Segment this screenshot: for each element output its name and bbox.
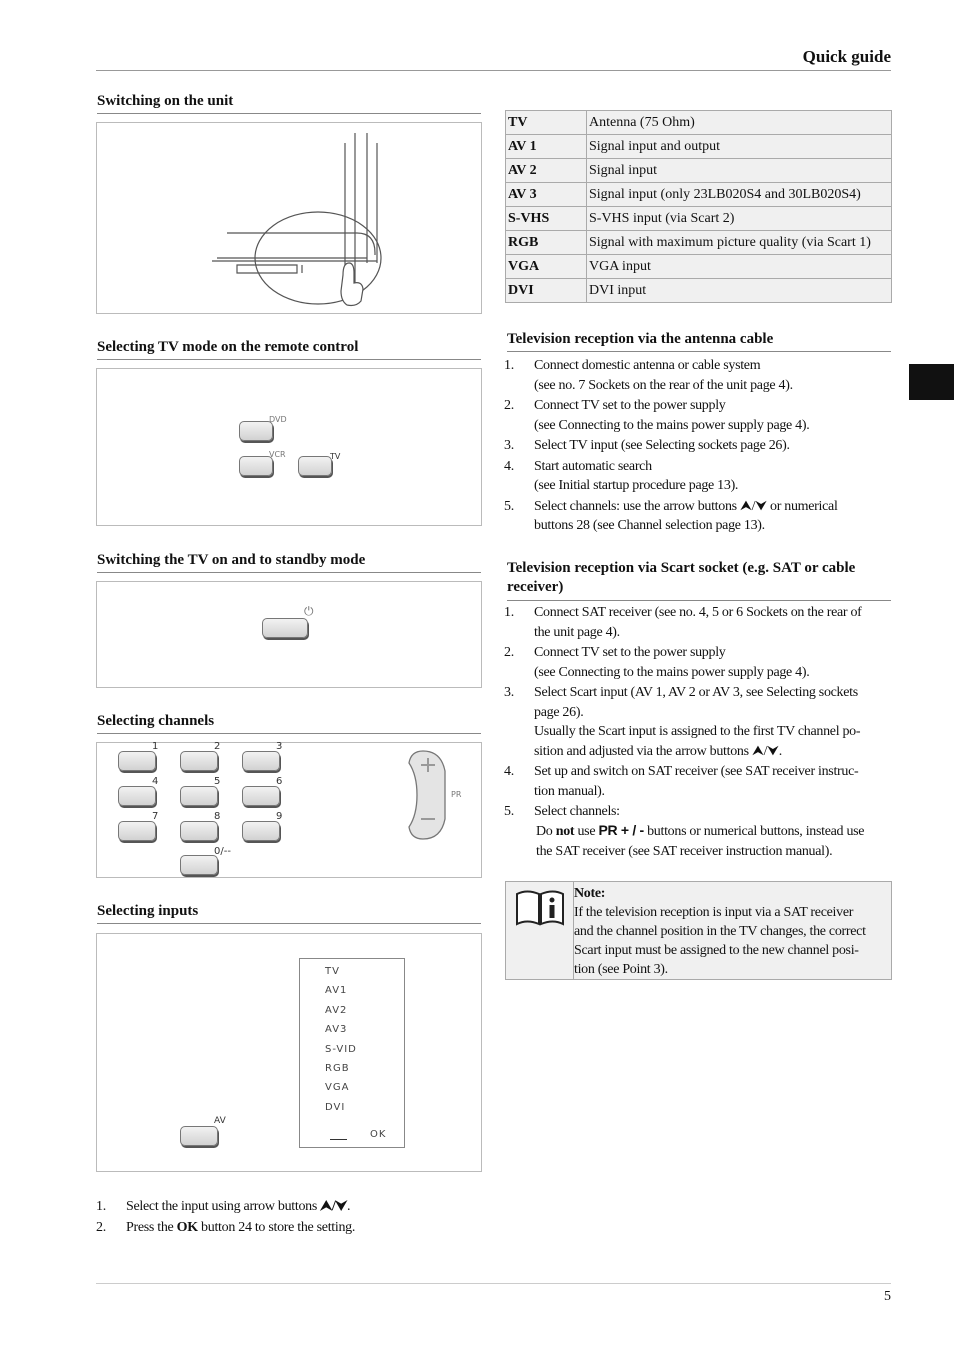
input-menu-item-av2[interactable]: AV2 bbox=[325, 1004, 348, 1016]
table-cell-value: Signal with maximum picture quality (via Scart 1) bbox=[587, 231, 892, 255]
scart-steps-list bbox=[504, 603, 894, 823]
section-heading-switching-on: Switching on the unit bbox=[97, 93, 481, 114]
tv-label: TV bbox=[330, 452, 341, 461]
number-label-4: 4 bbox=[152, 776, 159, 787]
inputs-steps-list bbox=[96, 1197, 482, 1238]
number-button-4[interactable] bbox=[118, 786, 156, 806]
number-button-5[interactable] bbox=[180, 786, 218, 806]
list-item: 2. Press the OK button 24 to store the setting. bbox=[96, 1219, 356, 1235]
list-item: 3. Select Scart input (AV 1, AV 2 or AV 3, see Selecting sockets page 26). Usually the Scart input is assigned to the first TV channel po- sition and adjusted via the arrow buttons ⮝/⮟. bbox=[504, 685, 861, 759]
number-button-3[interactable] bbox=[242, 751, 280, 771]
page-number: 5 bbox=[884, 1289, 891, 1304]
number-button-7[interactable] bbox=[118, 821, 156, 841]
chapter-tab-marker bbox=[909, 364, 954, 400]
table-row bbox=[506, 183, 892, 207]
antenna-steps-list bbox=[504, 356, 894, 537]
input-menu-list bbox=[325, 962, 357, 1117]
menu-cursor-line bbox=[330, 1139, 347, 1140]
list-item: 5. Select channels: bbox=[504, 804, 620, 819]
note-box bbox=[505, 881, 892, 980]
tv-power-illustration bbox=[97, 123, 481, 313]
input-menu-item-vga[interactable]: VGA bbox=[325, 1082, 350, 1094]
input-menu-panel bbox=[299, 958, 405, 1148]
signal-table bbox=[505, 110, 892, 303]
power-button[interactable] bbox=[262, 618, 308, 638]
table-row bbox=[506, 159, 892, 183]
list-item: 2. Connect TV set to the power supply (see Connecting to the mains power supply page 4). bbox=[504, 645, 810, 680]
number-label-1: 1 bbox=[152, 741, 159, 752]
dvd-button[interactable] bbox=[239, 421, 273, 441]
section-heading-inputs: Selecting inputs bbox=[97, 903, 481, 924]
number-button-2[interactable] bbox=[180, 751, 218, 771]
table-cell-key: VGA bbox=[506, 255, 587, 279]
number-label-8: 8 bbox=[214, 811, 221, 822]
scart-step5-detail: Do not use PR + / - buttons or numerical buttons, instead use the SAT receiver (see SAT receiver instruction manual). bbox=[536, 822, 865, 859]
number-button-9[interactable] bbox=[242, 821, 280, 841]
vcr-label: VCR bbox=[269, 450, 286, 459]
number-label-3: 3 bbox=[276, 741, 283, 752]
table-row bbox=[506, 279, 892, 303]
input-menu-item-svid[interactable]: S-VID bbox=[325, 1043, 357, 1055]
table-cell-key: DVI bbox=[506, 279, 587, 303]
table-cell-value: S-VHS input (via Scart 2) bbox=[587, 207, 892, 231]
table-cell-value: Signal input and output bbox=[587, 135, 892, 159]
number-button-1[interactable] bbox=[118, 751, 156, 771]
section-heading-scart: Television reception via Scart socket (e.g. SAT or cable receiver) bbox=[507, 559, 891, 601]
list-item: 3. Select TV input (see Selecting sockets page 26). bbox=[504, 438, 790, 453]
input-menu-item-av1[interactable]: AV1 bbox=[325, 985, 348, 997]
av-button[interactable] bbox=[180, 1126, 218, 1146]
section-heading-channels: Selecting channels bbox=[97, 713, 481, 734]
page-header-title: Quick guide bbox=[802, 47, 891, 66]
input-menu-item-rgb[interactable]: RGB bbox=[325, 1063, 350, 1075]
number-button-6[interactable] bbox=[242, 786, 280, 806]
table-cell-value: VGA input bbox=[587, 255, 892, 279]
figure-channels bbox=[96, 742, 482, 878]
input-menu-item-dvi[interactable]: DVI bbox=[325, 1101, 346, 1113]
pr-label: PR bbox=[451, 790, 462, 799]
table-cell-key: RGB bbox=[506, 231, 587, 255]
table-row bbox=[506, 111, 892, 135]
list-item: 1. Select the input using arrow buttons ⮝/⮟. bbox=[96, 1199, 351, 1214]
table-row bbox=[506, 207, 892, 231]
table-cell-value: DVI input bbox=[587, 279, 892, 303]
list-item: 4. Start automatic search (see Initial startup procedure page 13). bbox=[504, 458, 739, 493]
section-heading-antenna: Television reception via the antenna cable bbox=[507, 331, 891, 352]
pr-rocker-button[interactable] bbox=[397, 747, 457, 843]
tv-button[interactable] bbox=[298, 456, 332, 476]
table-cell-value: Signal input (only 23LB020S4 and 30LB020S4) bbox=[587, 183, 892, 207]
list-item: 4. Set up and switch on SAT receiver (see SAT receiver instruc- tion manual). bbox=[504, 764, 859, 799]
input-menu-item-tv[interactable]: TV bbox=[325, 966, 340, 977]
section-heading-standby: Switching the TV on and to standby mode bbox=[97, 552, 481, 573]
table-row bbox=[506, 231, 892, 255]
table-row bbox=[506, 255, 892, 279]
list-item: 1. Connect domestic antenna or cable system (see no. 7 Sockets on the rear of the unit page 4). bbox=[504, 358, 793, 393]
table-cell-key: AV 1 bbox=[506, 135, 587, 159]
av-label: AV bbox=[214, 1116, 226, 1126]
list-item: 5. Select channels: use the arrow buttons ⮝/⮟ or numerical buttons 28 (see Channel selection page 13). bbox=[504, 498, 838, 533]
number-label-0: 0/-- bbox=[214, 846, 231, 857]
input-menu-ok[interactable]: OK bbox=[370, 1129, 387, 1140]
number-label-6: 6 bbox=[276, 776, 283, 787]
table-row bbox=[506, 135, 892, 159]
number-label-9: 9 bbox=[276, 811, 283, 822]
power-icon: ⏻ bbox=[304, 604, 314, 618]
arrow-buttons-symbol: ⮝/⮟ bbox=[320, 1199, 348, 1214]
note-title: Note: bbox=[574, 886, 606, 901]
number-button-0[interactable] bbox=[180, 855, 218, 875]
table-cell-key: S-VHS bbox=[506, 207, 587, 231]
header-divider bbox=[96, 70, 891, 71]
number-label-7: 7 bbox=[152, 811, 159, 822]
table-cell-value: Signal input bbox=[587, 159, 892, 183]
number-button-8[interactable] bbox=[180, 821, 218, 841]
figure-inputs bbox=[96, 933, 482, 1172]
figure-switching-on bbox=[96, 122, 482, 314]
figure-tv-mode bbox=[96, 368, 482, 526]
vcr-button[interactable] bbox=[239, 456, 273, 476]
table-cell-value: Antenna (75 Ohm) bbox=[587, 111, 892, 135]
input-menu-item-av3[interactable]: AV3 bbox=[325, 1024, 348, 1036]
table-cell-key: TV bbox=[506, 111, 587, 135]
number-label-2: 2 bbox=[214, 741, 221, 752]
figure-standby bbox=[96, 581, 482, 688]
list-item: 1. Connect SAT receiver (see no. 4, 5 or 6 Sockets on the rear of the unit page 4). bbox=[504, 605, 862, 640]
number-label-5: 5 bbox=[214, 776, 221, 787]
table-cell-key: AV 3 bbox=[506, 183, 587, 207]
note-text: Note: If the television reception is input via a SAT receiver and the channel position in the TV changes, the correct Scart input must be assigned to the new channel posi- tion (see Point 3). bbox=[574, 886, 866, 977]
footer-divider bbox=[96, 1283, 891, 1284]
section-heading-tv-mode: Selecting TV mode on the remote control bbox=[97, 339, 481, 360]
table-cell-key: AV 2 bbox=[506, 159, 587, 183]
info-book-icon bbox=[514, 888, 566, 928]
dvd-label: DVD bbox=[269, 415, 287, 424]
list-item: 2. Connect TV set to the power supply (see Connecting to the mains power supply page 4). bbox=[504, 398, 810, 433]
